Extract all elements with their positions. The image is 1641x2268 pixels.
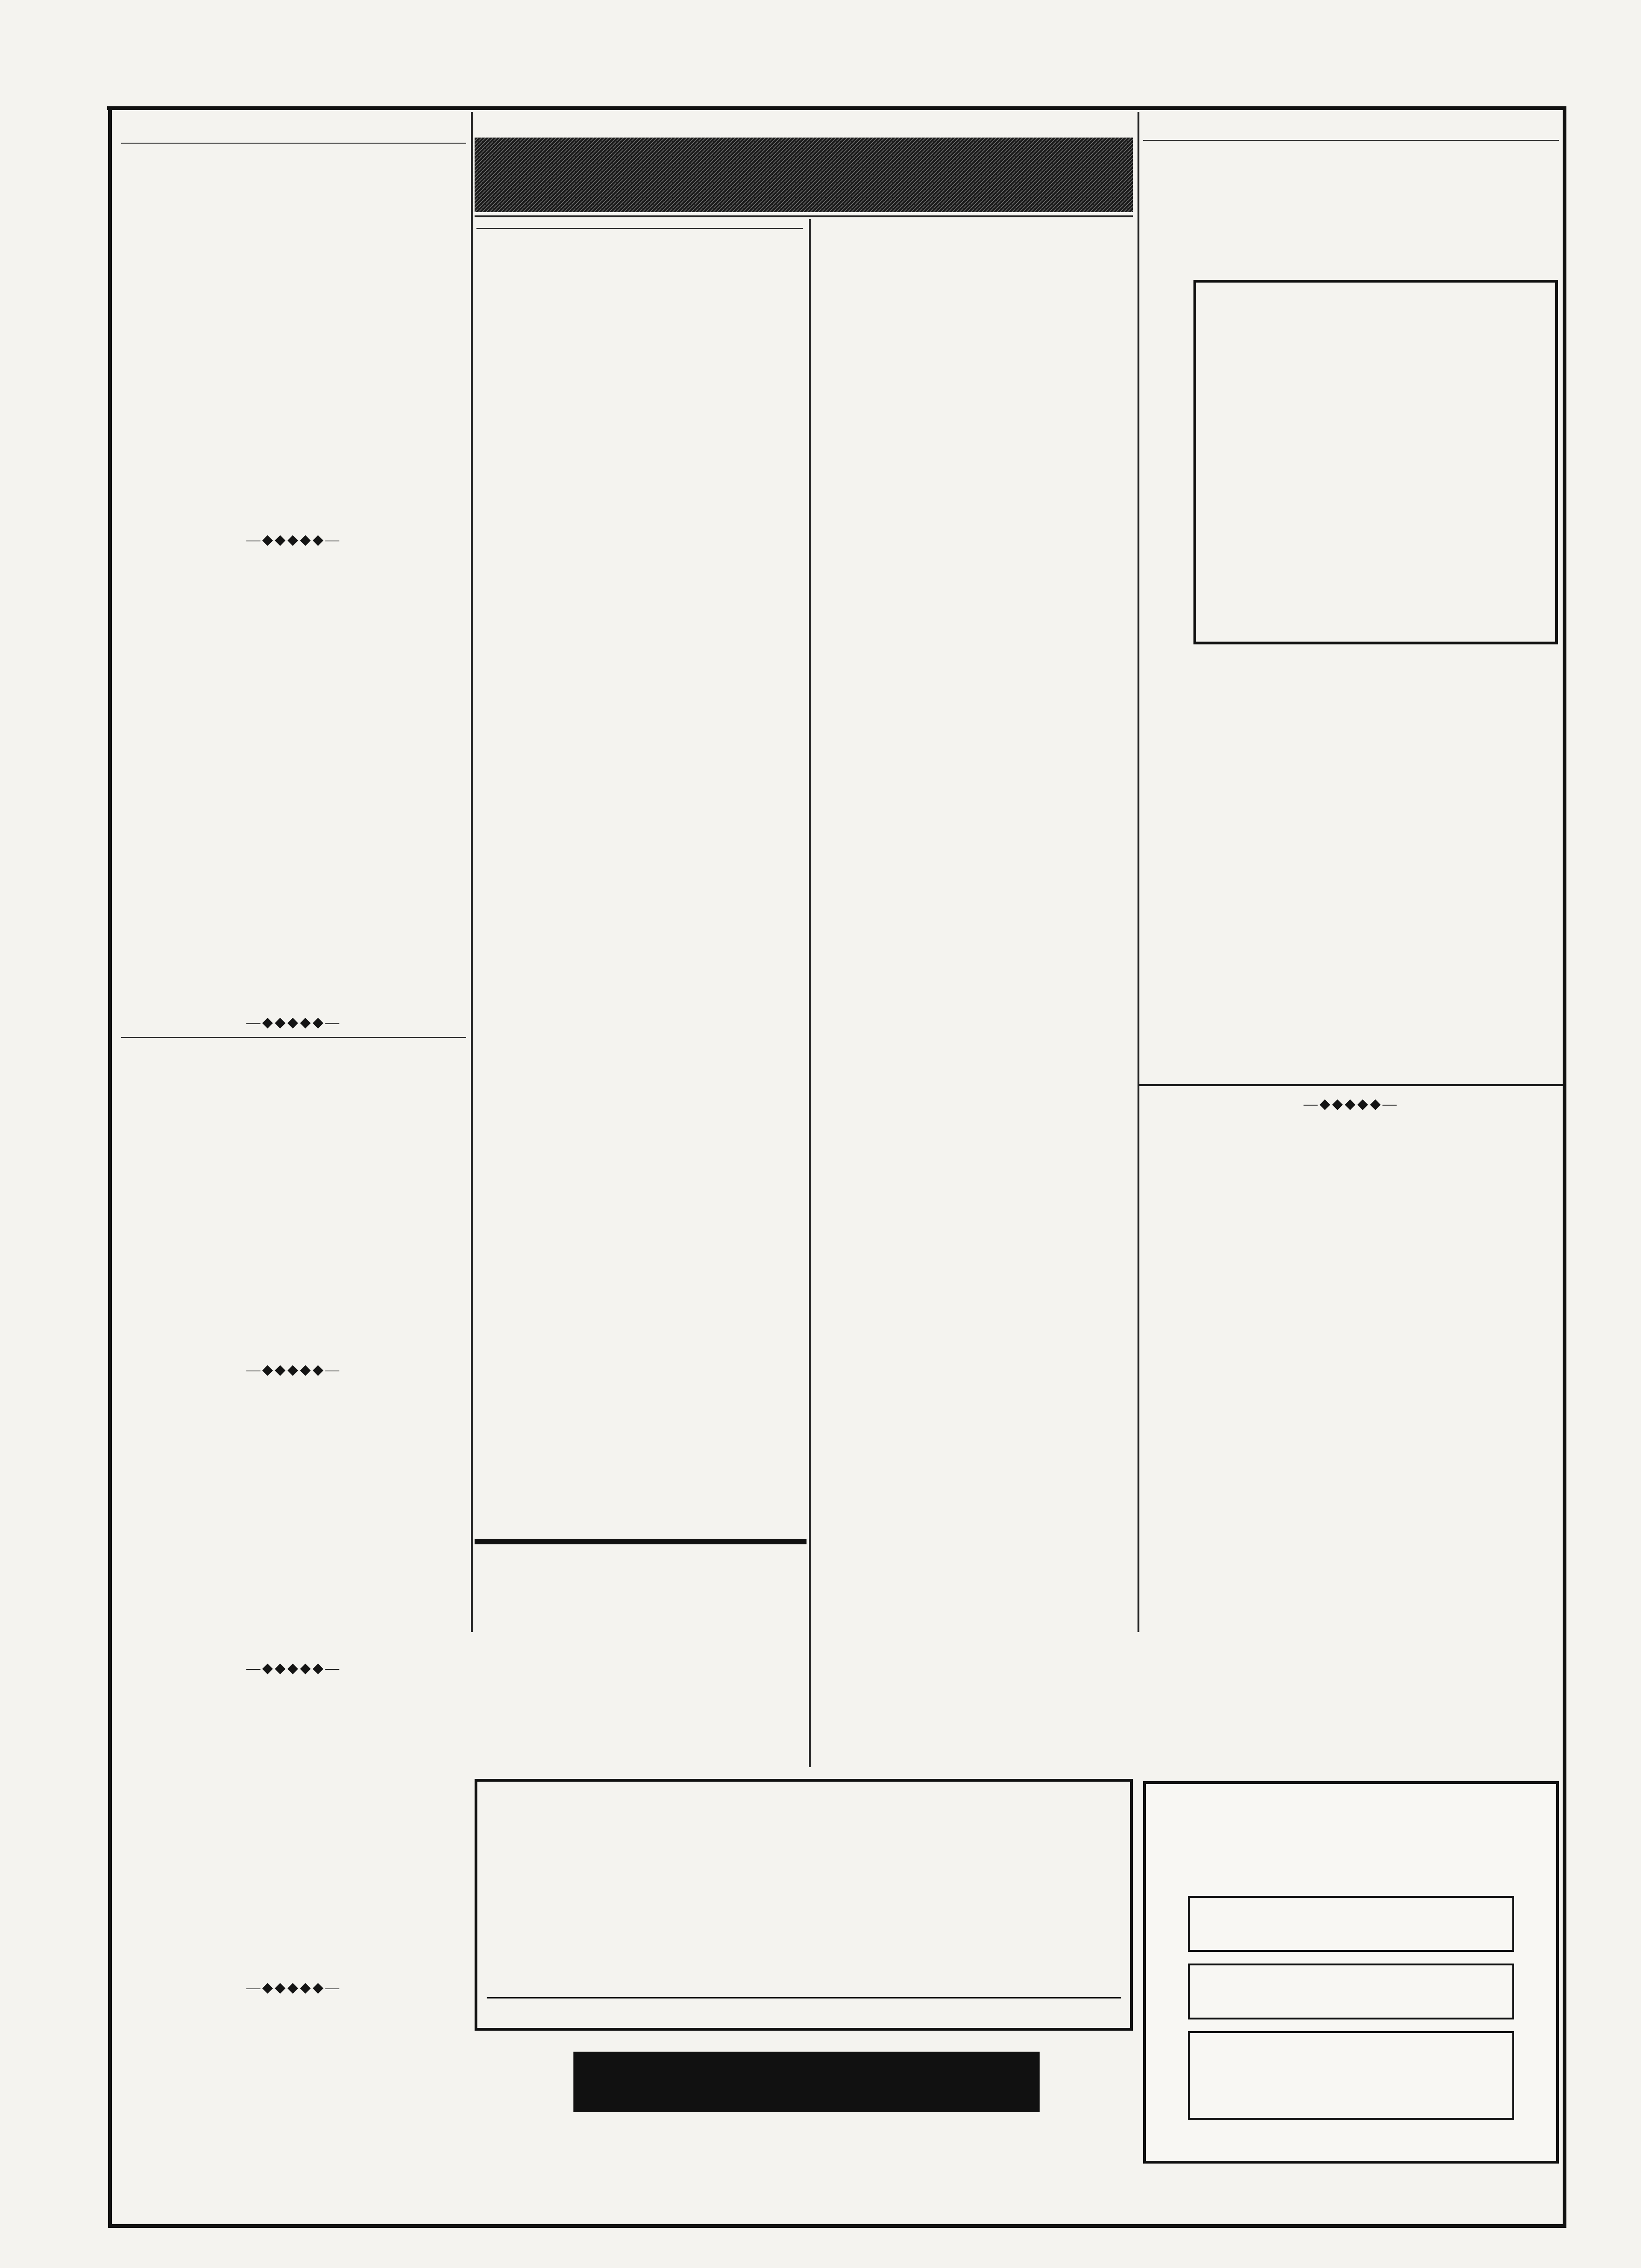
casino-jantar-box <box>1188 1896 1514 1952</box>
salva-vidas-article <box>121 546 466 550</box>
porto-article <box>121 135 466 147</box>
logo-underline <box>475 215 1133 217</box>
farmacias-continued <box>814 221 1133 224</box>
tempo-rule <box>476 228 803 229</box>
onu-article <box>121 1674 466 1679</box>
separator-dots: —◆◆◆◆◆— <box>1303 1096 1399 1112</box>
tribunais-article <box>475 1539 807 1549</box>
casino-estoril-ad <box>1143 1781 1559 2164</box>
grid-column-numbers <box>1198 254 1562 282</box>
casino-cha-box <box>1188 1964 1514 2019</box>
separator-dots: —◆◆◆◆◆— <box>246 1362 341 1377</box>
pobres-article <box>121 1993 466 1998</box>
column-rule-2 <box>809 219 811 1767</box>
costa-cambistas-ad <box>814 1627 1133 1631</box>
roubo-top-rule <box>1138 1084 1563 1086</box>
grid-row-numbers <box>1142 280 1189 643</box>
porto-rule <box>121 143 466 144</box>
tribunais-banner <box>475 1539 807 1544</box>
nehru-article <box>121 1376 466 1379</box>
casino-gallarza-box <box>1188 2031 1514 2120</box>
cruzadas-section <box>1143 135 1559 149</box>
column-rule-3 <box>1138 112 1139 1632</box>
frame-left-rule <box>108 106 112 2228</box>
crossword-grid <box>1193 280 1558 644</box>
top-rule <box>107 106 1566 110</box>
escandalo-rule <box>121 1037 466 1038</box>
atlas-ad <box>475 1779 1133 2031</box>
paper-logo-block <box>475 138 1133 212</box>
frame-right-rule <box>1563 106 1566 2228</box>
cruzadas-rule <box>1143 140 1559 141</box>
escandalo-article <box>121 1030 466 1042</box>
column-rule-1 <box>471 112 473 1632</box>
atlas-rule <box>487 1997 1121 1998</box>
separator-dots: —◆◆◆◆◆— <box>246 1980 341 1995</box>
separator-dots: —◆◆◆◆◆— <box>246 1015 341 1030</box>
separator-dots: —◆◆◆◆◆— <box>246 1660 341 1676</box>
roubo-article <box>1143 1091 1559 1116</box>
cruzadas-clues <box>1143 653 1559 657</box>
tempo-article <box>476 221 803 235</box>
erres-banner <box>573 2052 1040 2112</box>
paper-logo-graphic <box>475 138 1133 212</box>
separator-dots: —◆◆◆◆◆— <box>246 532 341 547</box>
frame-bottom-rule <box>108 2224 1566 2228</box>
